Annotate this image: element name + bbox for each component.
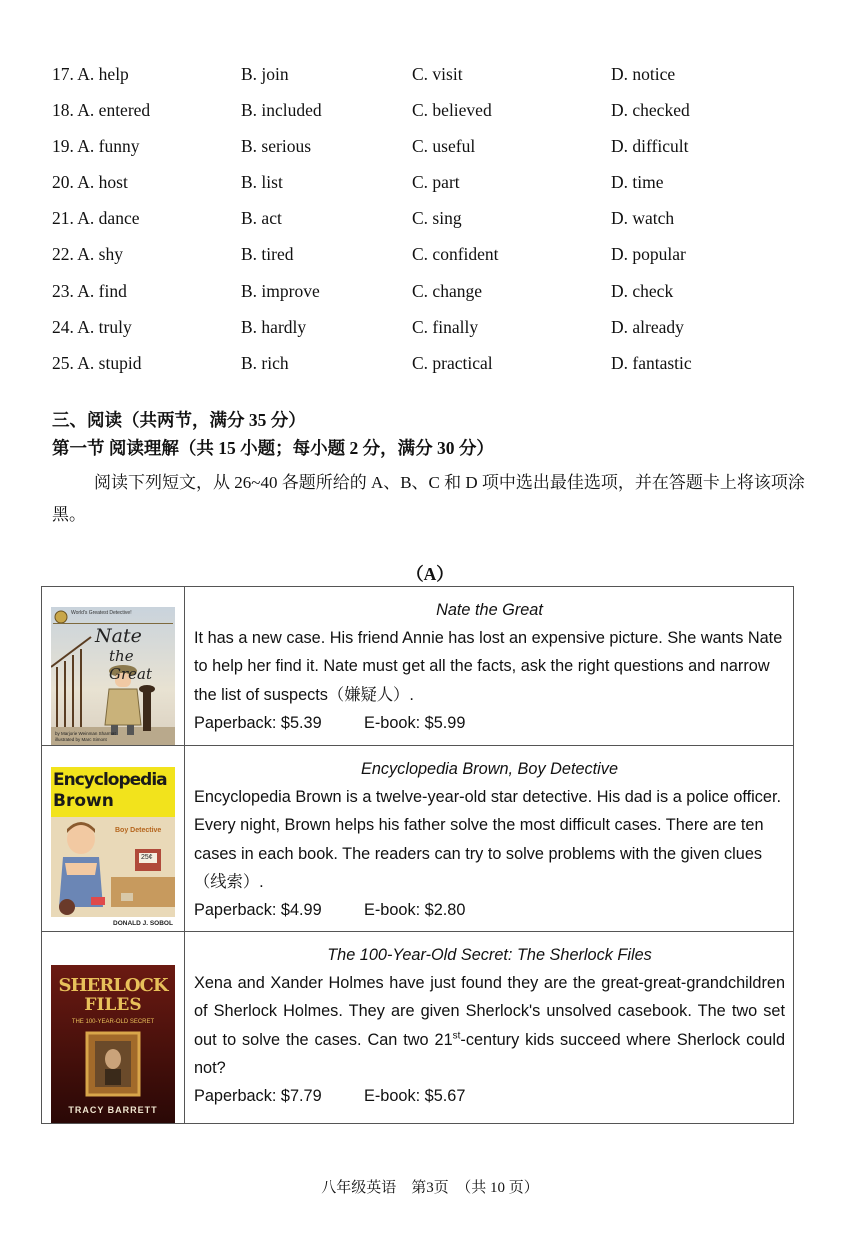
- option-c: C. useful: [412, 136, 476, 157]
- option-a: 17. A. help: [52, 64, 129, 84]
- sherlock-cover-art: [51, 965, 175, 1123]
- option-row-17: [52, 61, 812, 97]
- option-a: 19. A. funny: [52, 136, 140, 157]
- option-b: B. included: [241, 100, 322, 121]
- option-row-19: [52, 133, 812, 169]
- option-a: 21. A. dance: [52, 208, 140, 229]
- book-description: It has a new case. His friend Annie has lost an expensive picture. She wants Nate to help her find it. Nate must get all the facts, ask the right questions and narrow the list of suspects（嫌疑人）.: [194, 629, 783, 704]
- option-a: 20. A. host: [52, 172, 128, 193]
- option-d: D. notice: [611, 64, 676, 84]
- book-info: [185, 932, 794, 1124]
- option-a: 23. A. find: [52, 280, 127, 301]
- option-c: C. visit: [412, 64, 463, 84]
- option-b: B. improve: [241, 280, 320, 301]
- brown-cover-art: [51, 767, 175, 931]
- option-d: D. difficult: [611, 136, 689, 157]
- book-title: The 100-Year-Old Secret: The Sherlock Files: [327, 946, 652, 964]
- option-row-20: [52, 169, 812, 205]
- option-d: D. time: [611, 172, 664, 193]
- option-a: 18. A. entered: [52, 100, 151, 121]
- option-b: B. tired: [241, 244, 294, 265]
- cover-title-line1: Encyclopedia: [53, 770, 167, 790]
- option-b: B. rich: [241, 352, 289, 373]
- option-row-25: [52, 350, 812, 386]
- option-d: D. checked: [611, 100, 690, 121]
- answer-options: [52, 61, 812, 386]
- option-c: C. change: [412, 280, 482, 301]
- option-a: 22. A. shy: [52, 244, 123, 265]
- book-description: [194, 969, 785, 1082]
- paperback-price: Paperback: $4.99: [194, 901, 322, 920]
- option-row-18: [52, 97, 812, 133]
- cover-price-tag: 25¢: [141, 854, 153, 861]
- page-footer: 八年级英语 第3页 （共 10 页）: [321, 1180, 539, 1196]
- book-row: [42, 746, 794, 932]
- book-title: Encyclopedia Brown, Boy Detective: [360, 760, 618, 778]
- paperback-price: Paperback: $7.79: [194, 1087, 322, 1106]
- description-superscript: st: [452, 1030, 461, 1042]
- cover-title-line1: SHERLOCK: [58, 975, 168, 996]
- option-a: 24. A. truly: [52, 316, 132, 337]
- book-row: [42, 587, 794, 746]
- ebook-price: E-book: $5.67: [364, 1087, 466, 1106]
- book-description: Encyclopedia Brown is a twelve-year-old star detective. His dad is a police officer. Every night, Brown helps his father solve the most difficult cases. There are ten cases in each book. The readers can try to solve problems with the given clues（线索）.: [194, 788, 782, 891]
- cover-illustrator: illustrated by Marc Simont: [55, 737, 107, 742]
- option-d: D. check: [611, 280, 674, 301]
- option-c: C. confident: [412, 244, 499, 265]
- book-info: [185, 746, 794, 932]
- option-d: D. already: [611, 316, 684, 337]
- option-a: 25. A. stupid: [52, 352, 142, 373]
- book-cover-encyclopedia-brown: [51, 767, 175, 931]
- book-table: [41, 586, 794, 1124]
- section-title: 三、阅读（共两节，满分 35 分）: [52, 410, 306, 430]
- book-row: [42, 932, 794, 1124]
- option-b: B. join: [241, 64, 289, 84]
- cover-cell: [42, 746, 185, 932]
- option-b: B. hardly: [241, 316, 307, 337]
- option-d: D. popular: [611, 244, 686, 265]
- paperback-price: Paperback: $5.39: [194, 713, 322, 732]
- cover-cell: [42, 587, 185, 746]
- option-c: C. practical: [412, 352, 493, 373]
- cover-title-line2: Brown: [53, 791, 114, 811]
- option-c: C. part: [412, 172, 460, 193]
- option-c: C. finally: [412, 316, 479, 337]
- option-d: D. watch: [611, 208, 675, 229]
- cover-title-line1: Nate: [95, 625, 142, 647]
- cover-author: TRACY BARRETT: [68, 1105, 158, 1115]
- price-line: [194, 896, 785, 924]
- book-title: Nate the Great: [436, 601, 543, 619]
- option-row-23: [52, 278, 812, 314]
- price-line: [194, 709, 785, 737]
- book-info: [185, 587, 794, 746]
- option-c: C. believed: [412, 100, 492, 121]
- option-row-21: [52, 205, 812, 241]
- description-part1: Xena and Xander Holmes have just found they are the great-great-grandchildren of Sherlock Holmes. They are given Sherlock's unsolved casebook. The two set out to solve the cases. Can two 21: [194, 974, 785, 1049]
- cover-top-text: World's Greatest Detective!: [71, 610, 132, 616]
- option-b: B. act: [241, 208, 282, 229]
- ebook-price: E-book: $5.99: [364, 713, 466, 732]
- cover-subtitle: Boy Detective: [115, 827, 162, 834]
- cover-title-line2: FILES: [84, 995, 142, 1015]
- passage-label: （A）: [406, 564, 454, 584]
- ebook-price: E-book: $2.80: [364, 901, 466, 920]
- cover-author: DONALD J. SOBOL: [113, 920, 173, 927]
- option-b: B. serious: [241, 136, 311, 157]
- book-cover-sherlock-files: [51, 965, 175, 1123]
- book-cover-nate-the-great: [51, 607, 175, 745]
- subsection-title: 第一节 阅读理解（共 15 小题；每小题 2 分，满分 30 分）: [52, 438, 494, 458]
- cover-author: by Marjorie Weinman Sharmat: [55, 731, 116, 736]
- cover-cell: [42, 932, 185, 1124]
- instruction-text: 阅读下列短文，从 26~40 各题所给的 A、B、C 和 D 项中选出最佳选项，并在答题卡上将该项涂黑。: [52, 473, 805, 524]
- option-c: C. sing: [412, 208, 462, 229]
- option-row-22: [52, 241, 812, 277]
- option-b: B. list: [241, 172, 283, 193]
- option-row-24: [52, 314, 812, 350]
- cover-subtitle: THE 100-YEAR-OLD SECRET: [71, 1019, 155, 1025]
- cover-title-line2: the Great: [109, 647, 153, 683]
- description-part2: -century kids succeed where Sherlock could not?: [194, 1030, 785, 1077]
- option-d: D. fantastic: [611, 352, 692, 373]
- price-line: [194, 1082, 785, 1110]
